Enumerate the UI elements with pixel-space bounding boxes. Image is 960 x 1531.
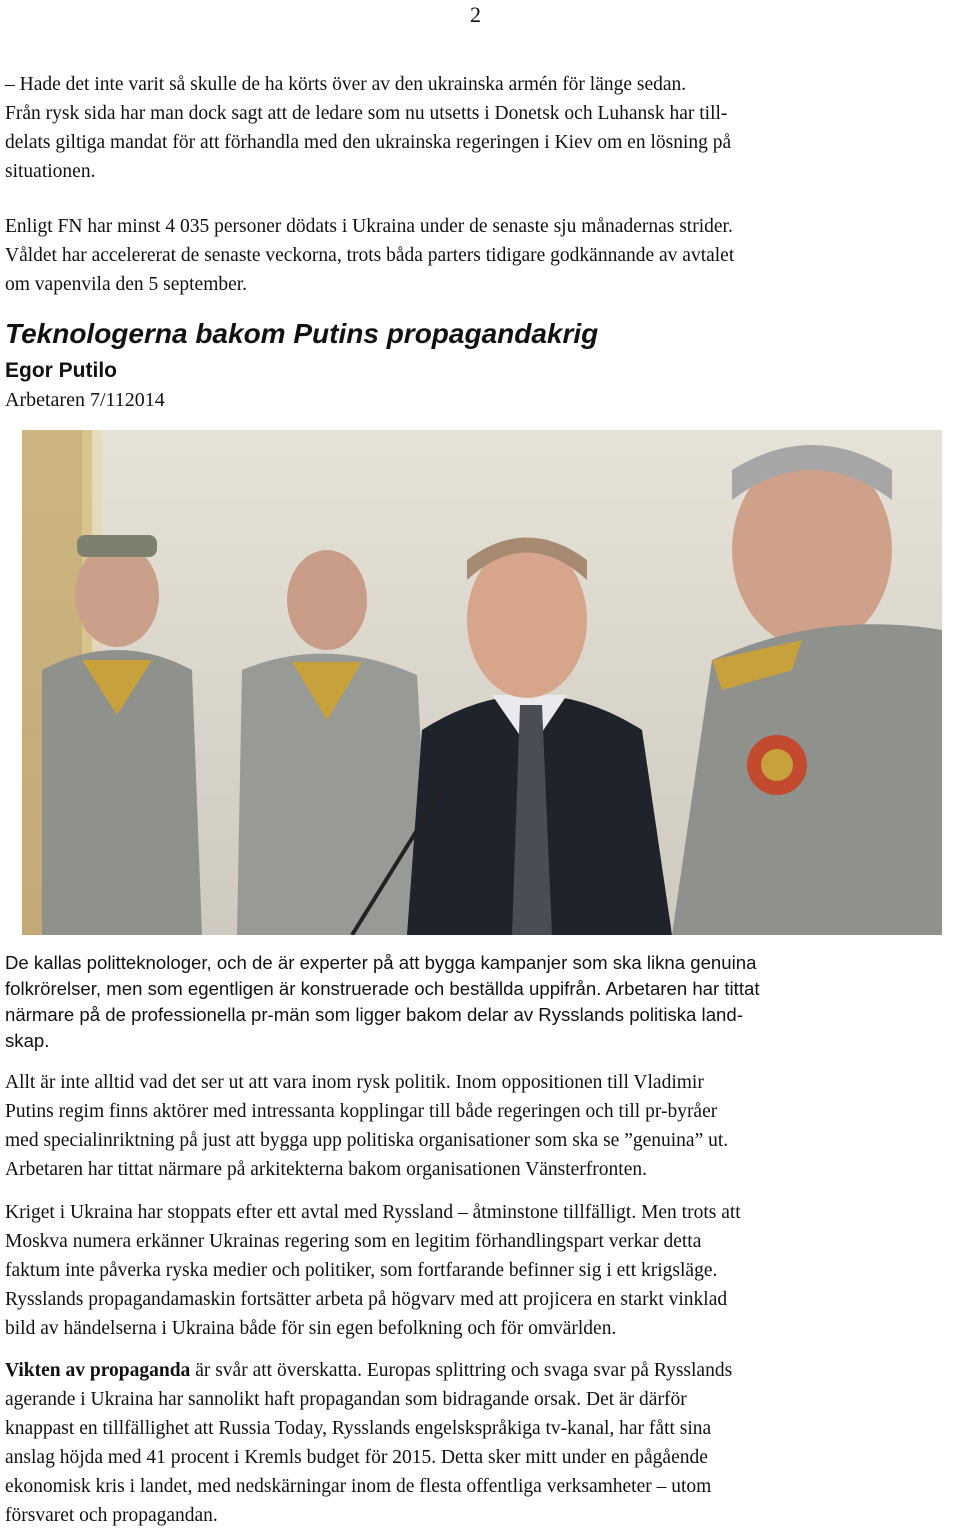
text-line: Moskva numera erkänner Ukrainas regering som en legitim förhandlingspart verkar detta bbox=[5, 1231, 702, 1252]
text-line: folkrörelser, men som egentligen är konstruerade och beställda uppifrån. Arbetaren har tittat bbox=[5, 978, 760, 999]
text-line: försvaret och propagandan. bbox=[5, 1505, 218, 1526]
text-line: skap. bbox=[5, 1030, 50, 1051]
text-line: Rysslands propagandamaskin fortsätter arbeta på högvarv med att projicera en starkt vinklad bbox=[5, 1289, 728, 1310]
text-line: anslag höjda med 41 procent i Kremls budget för 2015. Detta sker mitt under en pågående bbox=[5, 1447, 708, 1468]
article-title: Teknologerna bakom Putins propagandakrig bbox=[5, 318, 599, 349]
photo-illustration bbox=[22, 430, 942, 935]
text-line: De kallas politteknologer, och de är experter på att bygga kampanjer som ska likna genuina bbox=[5, 952, 757, 973]
body-paragraph-1 bbox=[5, 1068, 955, 1184]
body-paragraph-3 bbox=[5, 1356, 955, 1530]
text-line bbox=[5, 1356, 955, 1385]
text-line: bild av händelserna i Ukraina både för sin egen befolkning och för omvärlden. bbox=[5, 1318, 617, 1339]
text-line: om vapenvila den 5 september. bbox=[5, 274, 248, 295]
text-line: Putins regim finns aktörer med intressanta kopplingar till både regeringen och till pr-byråer bbox=[5, 1101, 718, 1122]
article-photo bbox=[22, 430, 942, 935]
text-line: med specialinriktning på just att bygga upp politiska organisationer som ska se ”genuina” ut. bbox=[5, 1130, 729, 1151]
text-line: Allt är inte alltid vad det ser ut att vara inom rysk politik. Inom oppositionen till Vladimir bbox=[5, 1072, 704, 1093]
text-line: knappast en tillfällighet att Russia Today, Rysslands engelskspråkiga tv-kanal, har fått sina bbox=[5, 1418, 712, 1439]
text-line: faktum inte påverka ryska medier och politiker, som fortfarande befinner sig i ett krigsläge. bbox=[5, 1260, 718, 1281]
text-line: agerande i Ukraina har sannolikt haft propagandan som bidragande orsak. Det är därför bbox=[5, 1389, 687, 1410]
article-author: Egor Putilo bbox=[5, 359, 117, 382]
text-line: – Hade det inte varit så skulle de ha körts över av den ukrainska armén för länge sedan. bbox=[5, 74, 687, 95]
article-ingress bbox=[5, 950, 955, 1054]
text-line: situationen. bbox=[5, 161, 96, 182]
intro-paragraph-2 bbox=[5, 212, 955, 299]
text-line: Arbetaren har tittat närmare på arkitekterna bakom organisationen Vänsterfronten. bbox=[5, 1159, 647, 1180]
text-line: ekonomisk kris i landet, med nedskärningar inom de flesta offentliga verksamheter – utom bbox=[5, 1476, 712, 1497]
article-source: Arbetaren 7/112014 bbox=[5, 389, 165, 411]
intro-paragraph-1 bbox=[5, 70, 955, 186]
text-run: är svår att överskatta. Europas splittring och svaga svar på Rysslands bbox=[190, 1360, 733, 1381]
body-paragraph-2 bbox=[5, 1198, 955, 1343]
text-line: närmare på de professionella pr-män som ligger bakom delar av Rysslands politiska land- bbox=[5, 1004, 743, 1025]
text-line: Kriget i Ukraina har stoppats efter ett avtal med Ryssland – åtminstone tillfälligt. Men trots att bbox=[5, 1202, 741, 1223]
text-line: Enligt FN har minst 4 035 personer dödats i Ukraina under de senaste sju månadernas strider. bbox=[5, 216, 733, 237]
text-line: delats giltiga mandat för att förhandla med den ukrainska regeringen i Kiev om en lösning på bbox=[5, 132, 732, 153]
text-line: Våldet har accelererat de senaste veckorna, trots båda parters tidigare godkännande av avtalet bbox=[5, 245, 735, 266]
text-line: Från rysk sida har man dock sagt att de ledare som nu utsetts i Donetsk och Luhansk har till- bbox=[5, 103, 728, 124]
page-number: 2 bbox=[470, 2, 481, 27]
emphasis-lead: Vikten av propaganda bbox=[5, 1360, 191, 1381]
